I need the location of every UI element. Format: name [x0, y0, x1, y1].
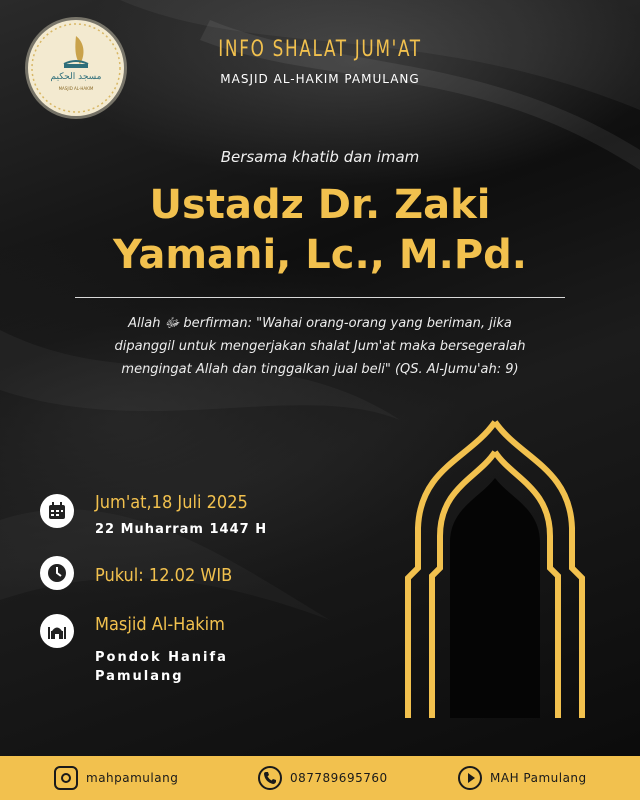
mosque-icon [40, 614, 74, 648]
mosque-logo [28, 20, 124, 116]
address-line: Pondok Hanifa [95, 650, 228, 665]
calendar-icon [40, 494, 74, 528]
instagram-icon [54, 766, 78, 790]
page-subtitle: MASJID AL-HAKIM PAMULANG [220, 72, 420, 86]
speaker-name-line2: Yamani, Lc., M.Pd. [113, 232, 527, 278]
speaker-name [0, 180, 640, 280]
phone-number: 087789695760 [290, 771, 388, 785]
youtube-link[interactable] [458, 765, 587, 791]
quill-icon [28, 20, 124, 116]
event-date: Jum'at,18 Juli 2025 [95, 492, 248, 513]
play-icon [458, 766, 482, 790]
phone-link[interactable] [258, 765, 388, 791]
instagram-handle: mahpamulang [86, 771, 179, 785]
event-time: Pukul: 12.02 WIB [95, 565, 233, 586]
phone-icon [258, 766, 282, 790]
logo-arabic-text: مسجد الحكيم [50, 72, 102, 82]
venue-address [95, 648, 228, 686]
clock-icon [40, 556, 74, 590]
event-hijri-date: 22 Muharram 1447 H [95, 522, 268, 537]
page-title: INFO SHALAT JUM'AT [218, 37, 422, 62]
logo-sub-text: MASJID AL-HAKIM [58, 86, 94, 91]
quote-line: Allah ﷻ berfirman: "Wahai orang-orang yang beriman, jika [128, 316, 512, 331]
quote-line: dipanggil untuk mengerjakan shalat Jum'at maka bersegeralah [114, 339, 526, 354]
footer-bar [0, 756, 640, 800]
address-line: Pamulang [95, 669, 184, 684]
youtube-channel: MAH Pamulang [490, 771, 587, 785]
speaker-name-line1: Ustadz Dr. Zaki [149, 182, 491, 228]
quran-quote [60, 312, 580, 381]
quote-line: mengingat Allah dan tinggalkan jual beli" (QS. Al-Jumu'ah: 9) [121, 362, 519, 377]
instagram-link[interactable] [54, 765, 178, 791]
divider [75, 297, 565, 298]
mosque-arch-graphic [400, 418, 590, 718]
speaker-intro: Bersama khatib dan imam [220, 148, 420, 166]
venue-name: Masjid Al-Hakim [95, 614, 225, 635]
